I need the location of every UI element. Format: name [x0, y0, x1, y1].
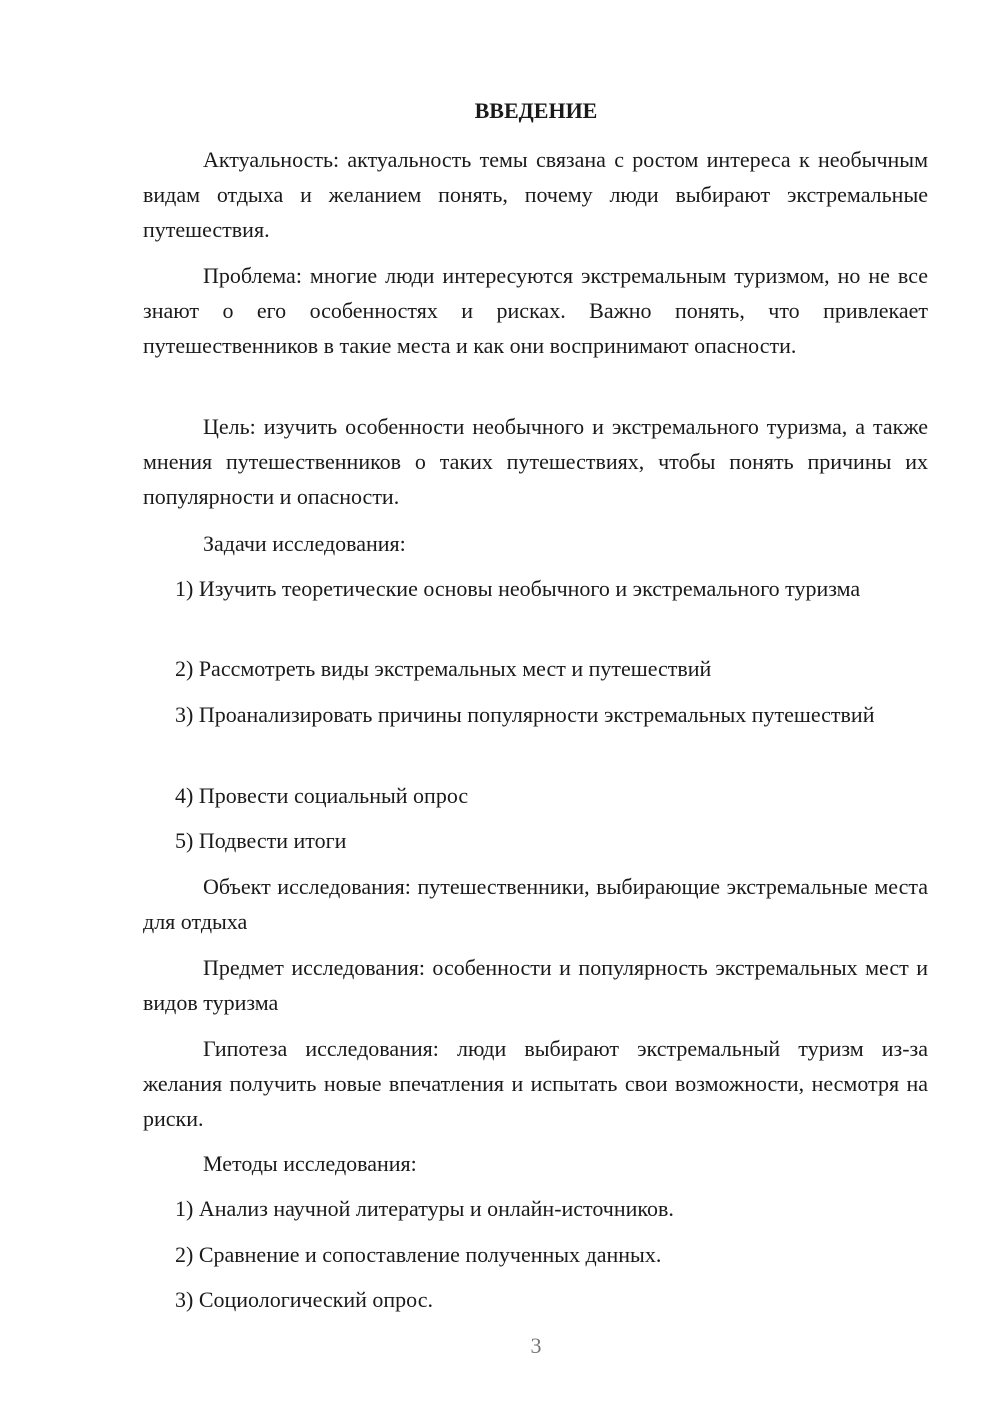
page-number: 3	[530, 1333, 542, 1358]
hypothesis-paragraph: Гипотеза исследования: люди выбирают экстремальный туризм из-за желания получить новые впечатления и испытать свои возможности, несмотря на риски.	[143, 1036, 928, 1131]
methods-heading: Методы исследования:	[203, 1151, 417, 1176]
tasks-heading: Задачи исследования:	[203, 531, 406, 556]
subject-paragraph: Предмет исследования: особенности и популярность экстремальных мест и видов туризма	[143, 955, 928, 1015]
method-item: 2) Сравнение и сопоставление полученных данных.	[175, 1242, 662, 1267]
relevance-paragraph: Актуальность: актуальность темы связана с ростом интереса к необычным видам отдыха и желанием понять, почему люди выбирают экстремальные путешествия.	[143, 147, 928, 242]
task-item: 5) Подвести итоги	[175, 828, 347, 853]
object-paragraph: Объект исследования: путешественники, выбирающие экстремальные места для отдыха	[143, 874, 928, 934]
method-item: 1) Анализ научной литературы и онлайн-источников.	[175, 1196, 674, 1221]
task-item: 3) Проанализировать причины популярности экстремальных путешествий	[175, 702, 875, 727]
task-item: 1) Изучить теоретические основы необычного и экстремального туризма	[175, 576, 861, 601]
goal-paragraph: Цель: изучить особенности необычного и экстремального туризма, а также мнения путешественников о таких путешествиях, чтобы понять причины их популярности и опасности.	[143, 414, 928, 509]
task-item: 2) Рассмотреть виды экстремальных мест и путешествий	[175, 656, 712, 681]
task-item: 4) Провести социальный опрос	[175, 783, 469, 808]
problem-paragraph: Проблема: многие люди интересуются экстремальным туризмом, но не все знают о его особенностях и рисках. Важно понять, что привлекает путешественников в такие места и как они воспринимают опасности.	[143, 263, 928, 358]
page-title: ВВЕДЕНИЕ	[474, 98, 598, 123]
method-item: 3) Социологический опрос.	[175, 1287, 433, 1312]
